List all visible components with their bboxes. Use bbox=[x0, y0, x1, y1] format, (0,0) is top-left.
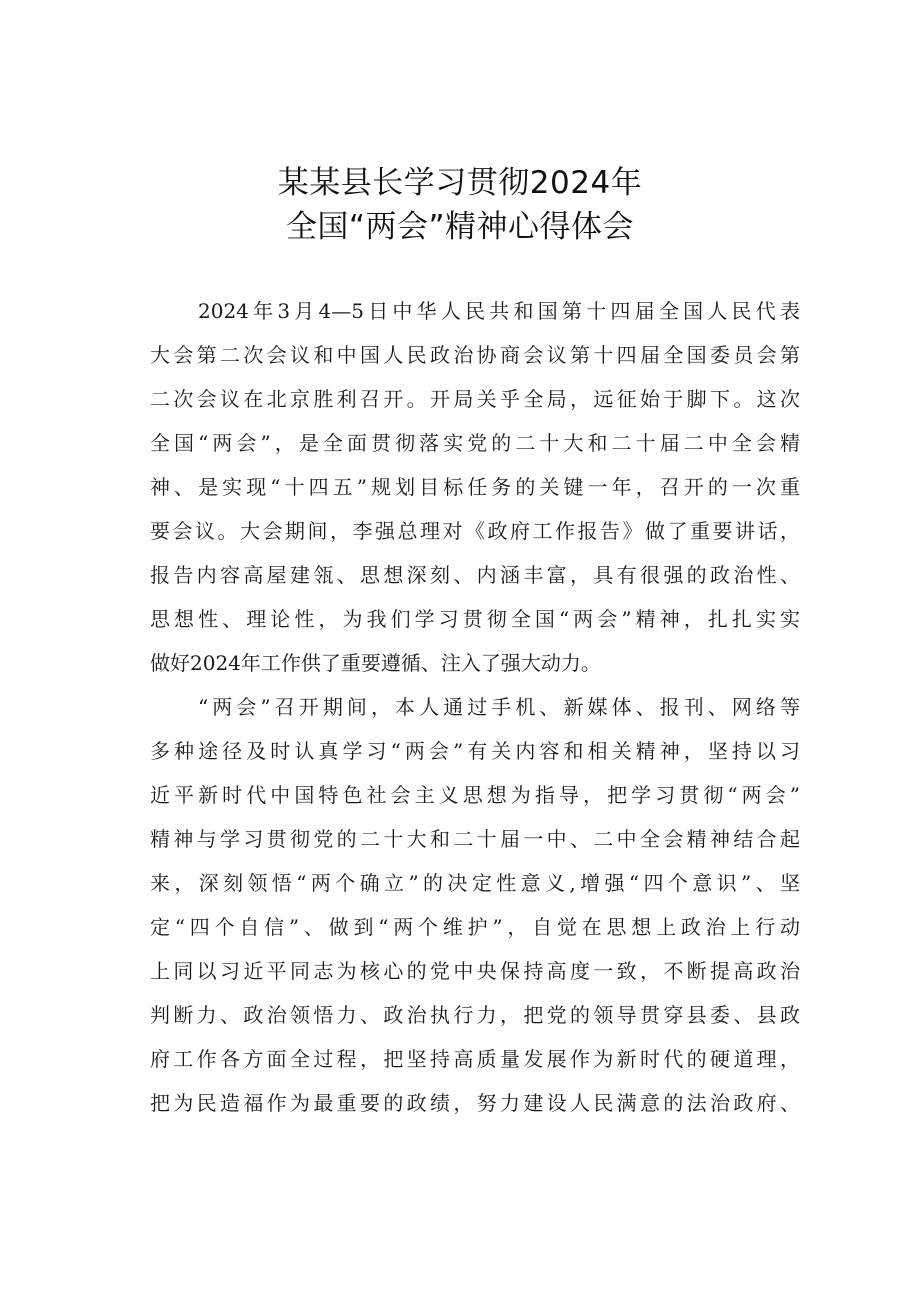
paragraph-line: 2024年3月4—5日中华人民共和国第十四届全国人民代表 bbox=[198, 299, 800, 323]
document-title-line-1: 某某县长学习贯彻2024年 bbox=[277, 165, 643, 201]
paragraph-line: 判断力、政治领悟力、政治执行力，把党的领导贯穿县委、县政 bbox=[150, 1003, 800, 1027]
paragraph-line: 精神与学习贯彻党的二十大和二十届一中、二中全会精神结合起 bbox=[150, 827, 800, 851]
paragraph-line: 报告内容高屋建瓴、思想深刻、内涵丰富，具有很强的政治性、 bbox=[150, 563, 800, 587]
paragraph-line: 神、是实现“十四五”规划目标任务的关键一年，召开的一次重 bbox=[150, 475, 800, 499]
paragraph-line: 把为民造福作为最重要的政绩，努力建设人民满意的法治政府、 bbox=[150, 1091, 800, 1115]
paragraph-line: 府工作各方面全过程，把坚持高质量发展作为新时代的硬道理， bbox=[150, 1047, 800, 1071]
paragraph-line: 二次会议在北京胜利召开。开局关乎全局，远征始于脚下。这次 bbox=[150, 387, 800, 411]
paragraph-line: 全国“两会”，是全面贯彻落实党的二十大和二十届二中全会精 bbox=[150, 431, 800, 455]
document-title-line-2: 全国“两会”精神心得体会 bbox=[285, 209, 635, 245]
paragraph-line: 做好2024年工作供了重要遵循、注入了强大动力。 bbox=[150, 651, 601, 675]
paragraph-line: 近平新时代中国特色社会主义思想为指导，把学习贯彻“两会” bbox=[150, 783, 800, 807]
paragraph-line: 要会议。大会期间，李强总理对《政府工作报告》做了重要讲话， bbox=[150, 519, 800, 543]
paragraph-line: 大会第二次会议和中国人民政治协商会议第十四届全国委员会第 bbox=[150, 343, 800, 367]
paragraph-line: 来，深刻领悟“两个确立”的决定性意义,增强“四个意识”、坚 bbox=[150, 871, 800, 895]
paragraph-line: “两会”召开期间，本人通过手机、新媒体、报刊、网络等 bbox=[198, 695, 800, 719]
paragraph-line: 多种途径及时认真学习“两会”有关内容和相关精神，坚持以习 bbox=[150, 739, 800, 763]
paragraph-line: 思想性、理论性，为我们学习贯彻全国“两会”精神，扎扎实实 bbox=[150, 607, 800, 631]
paragraph-line: 定“四个自信”、做到“两个维护”，自觉在思想上政治上行动 bbox=[150, 915, 800, 939]
paragraph-line: 上同以习近平同志为核心的党中央保持高度一致，不断提高政治 bbox=[150, 959, 800, 983]
